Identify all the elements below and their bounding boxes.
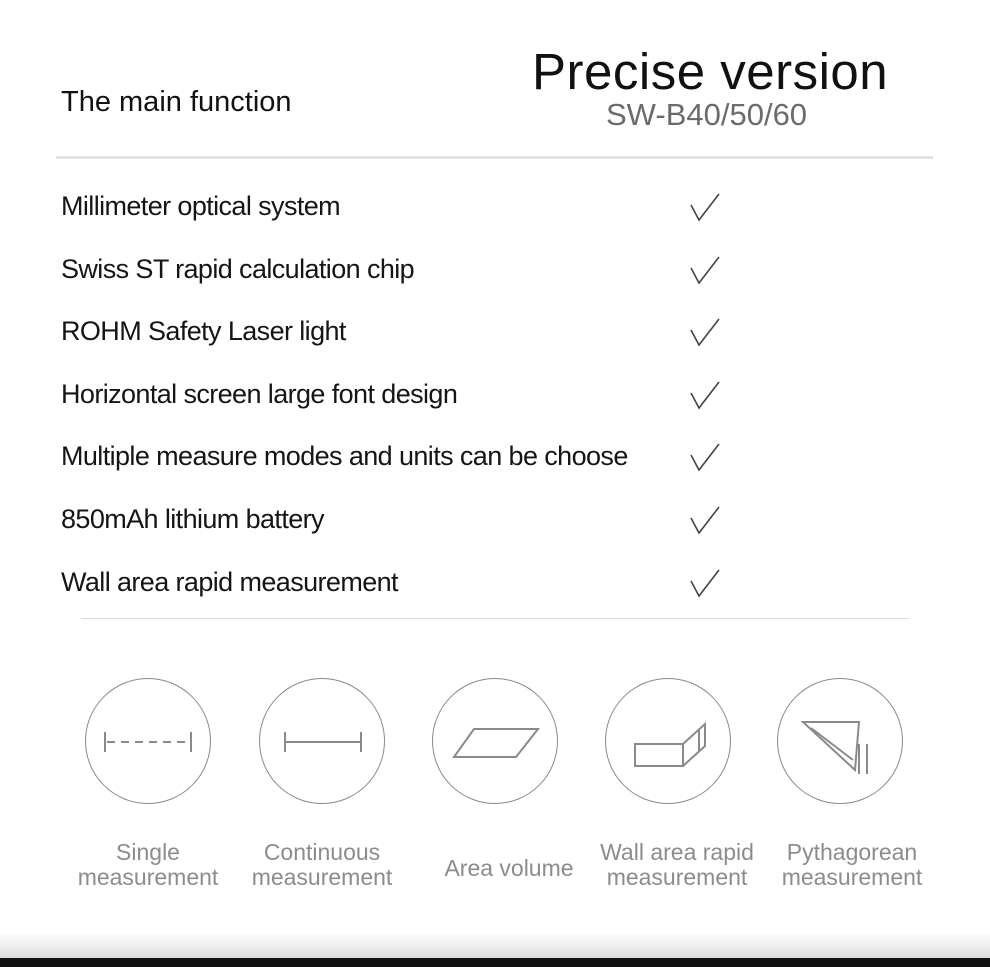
feature-row (61, 499, 761, 562)
checkmark-icon (689, 568, 721, 598)
continuous-measurement-icon (259, 678, 385, 804)
mode-label-line1: Continuous (263, 839, 381, 865)
mode-label (63, 840, 233, 890)
mode-label (424, 856, 594, 881)
feature-label: Wall area rapid measurement (61, 566, 398, 597)
checkmark-icon (689, 192, 721, 222)
pythagorean-icon (777, 678, 903, 804)
feature-row (61, 562, 761, 625)
checkmark-icon (689, 442, 721, 472)
mode-label-line1: Wall area rapid (600, 839, 754, 865)
middle-divider (81, 618, 909, 619)
feature-label: Multiple measure modes and units can be choose (61, 441, 628, 472)
checkmark-icon (689, 317, 721, 347)
mode-label (592, 840, 762, 890)
feature-label: ROHM Safety Laser light (61, 316, 346, 347)
feature-label: Horizontal screen large font design (61, 378, 458, 409)
checkmark-icon (689, 380, 721, 410)
area-volume-icon (432, 678, 558, 804)
version-title: Precise version (532, 43, 889, 100)
main-function-heading: The main function (61, 86, 292, 118)
feature-list (61, 186, 761, 624)
bottom-bar (0, 958, 990, 967)
wall-area-icon (605, 678, 731, 804)
feature-row (61, 374, 761, 437)
mode-label-line1: Single (116, 839, 180, 865)
checkmark-icon (689, 255, 721, 285)
mode-label-line2: measurement (77, 864, 219, 890)
feature-label: 850mAh lithium battery (61, 503, 324, 534)
mode-label (767, 840, 937, 890)
feature-label: Millimeter optical system (61, 191, 341, 221)
mode-label-line2: measurement (251, 864, 393, 890)
bottom-shadow-band (0, 934, 990, 960)
feature-row (61, 311, 761, 374)
mode-label-line1: Area volume (444, 855, 574, 881)
feature-label: Swiss ST rapid calculation chip (61, 253, 415, 284)
top-divider (56, 156, 933, 159)
version-model: SW-B40/50/60 (606, 97, 808, 132)
feature-row (61, 186, 761, 249)
feature-row (61, 436, 761, 499)
single-measurement-icon (85, 678, 211, 804)
checkmark-icon (689, 505, 721, 535)
mode-label-line2: measurement (606, 864, 748, 890)
feature-row (61, 249, 761, 312)
mode-label (237, 840, 407, 890)
mode-label-line1: Pythagorean (786, 839, 918, 865)
mode-label-line2: measurement (781, 864, 923, 890)
